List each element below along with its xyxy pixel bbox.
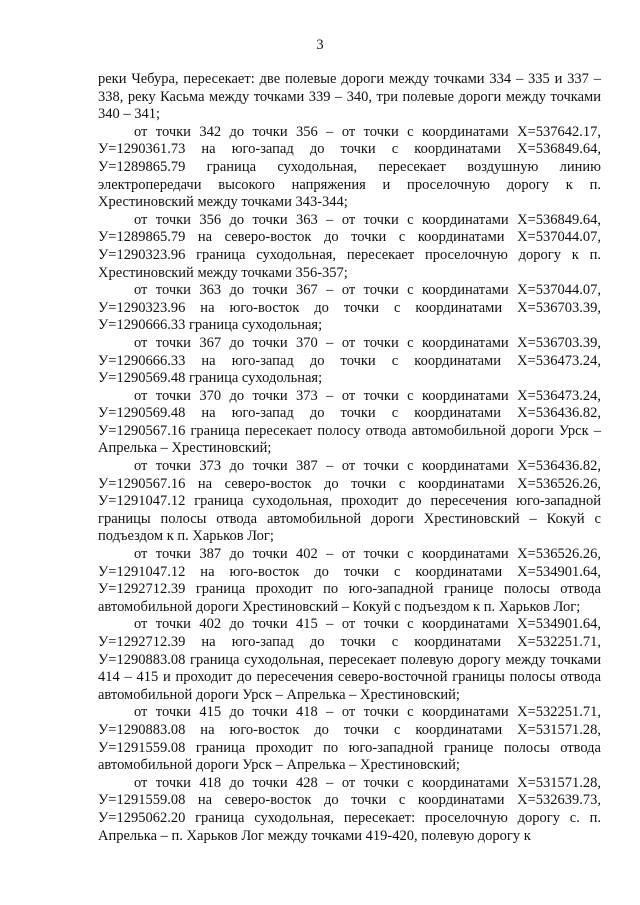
document-body	[98, 71, 601, 845]
paragraph-4: от точки 363 до точки 367 – от точки с координатами Х=537044.07, У=1290323.96 на юго-восток до точки с координатами Х=536703.39, У=1290666.33 граница суходольная;	[98, 282, 601, 334]
page-number: 3	[316, 37, 324, 53]
paragraph-1: реки Чебура, пересекает: две полевые дороги между точками 334 – 335 и 337 – 338, реку Касьма между точками 339 – 340, три полевые дороги между точками 340 – 341;	[98, 71, 601, 123]
paragraph-6: от точки 370 до точки 373 – от точки с координатами Х=536473.24, У=1290569.48 на юго-запад до точки с координатами Х=536436.82, У=1290567.16 граница пересекает полосу отвода автомобильной дороги Урск – Апрелька – Хрестиновский;	[98, 387, 601, 457]
paragraph-9: от точки 402 до точки 415 – от точки с координатами Х=534901.64, У=1292712.39 на юго-запад до точки с координатами Х=532251.71, У=1290883.08 граница суходольная, пересекает полевую дорогу между точками 414 – 415 и проходит до пересечения северо-восточной границы полосы отвода автомобильной дороги Урск – Апрелька – Хрестиновский;	[98, 616, 601, 703]
paragraph-3: от точки 356 до точки 363 – от точки с координатами Х=536849.64, У=1289865.79 на северо-восток до точки с координатами Х=537044.07, У=1290323.96 граница суходольная, пересекает проселочную дорогу к п. Хрестиновский между точками 356-357;	[98, 211, 601, 281]
paragraph-11: от точки 418 до точки 428 – от точки с координатами Х=531571.28, У=1291559.08 на северо-восток до точки с координатами Х=532639.73, У=1295062.20 граница суходольная, пересекает: проселочную дорогу с. п. Апрелька – п. Харьков Лог между точками 419-420, полевую дорогу к	[98, 774, 601, 844]
paragraph-7: от точки 373 до точки 387 – от точки с координатами Х=536436.82, У=1290567.16 на северо-восток до точки с координатами Х=536526.26, У=1291047.12 граница суходольная, проходит до пересечения юго-западной границы полосы отвода автомобильной дороги Хрестиновский – Кокуй с подъездом к п. Харьков Лог;	[98, 458, 601, 545]
paragraph-8: от точки 387 до точки 402 – от точки с координатами Х=536526.26, У=1291047.12 на юго-восток до точки с координатами Х=534901.64, У=1292712.39 граница проходит по юго-западной границе полосы отвода автомобильной дороги Хрестиновский – Кокуй с подъездом к п. Харьков Лог;	[98, 546, 601, 615]
paragraph-5: от точки 367 до точки 370 – от точки с координатами Х=536703.39, У=1290666.33 на юго-запад до точки с координатами Х=536473.24, У=1290569.48 граница суходольная;	[98, 334, 601, 387]
paragraph-10: от точки 415 до точки 418 – от точки с координатами Х=532251.71, У=1290883.08 на юго-восток до точки с координатами Х=531571.28, У=1291559.08 граница проходит по юго-западной границе полосы отвода автомобильной дороги Урск – Апрелька – Хрестиновский;	[98, 704, 601, 774]
paragraph-2: от точки 342 до точки 356 – от точки с координатами Х=537642.17, У=1290361.73 на юго-запад до точки с координатами Х=536849.64, У=1289865.79 граница суходольная, пересекает воздушную линию электропередачи высокого напряжения и проселочную дорогу к п. Хрестиновский между точками 343-344;	[98, 123, 601, 211]
